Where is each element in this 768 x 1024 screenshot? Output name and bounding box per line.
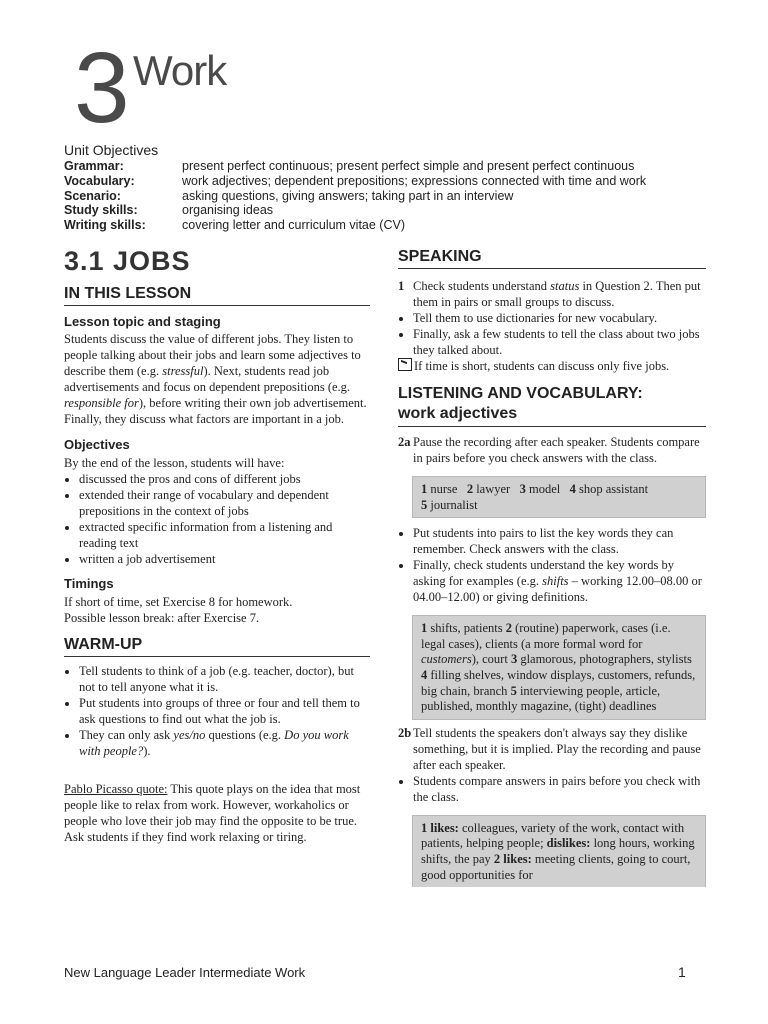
objective-value: present perfect continuous; present perfect simple and present perfect continuous xyxy=(182,159,635,173)
list-item: • written a job advertisement xyxy=(79,551,370,567)
list-item: • Finally, check students understand the key words by asking for examples (e.g. shifts – working 12.00–08.00 or 04.00–12.00) or giving definitions. xyxy=(413,557,706,605)
in-this-lesson-heading: IN THIS LESSON xyxy=(64,285,370,306)
list-item: • Put students into groups of three or four and tell them to ask questions to find out what the job is. xyxy=(79,695,370,727)
exercise-2b-list xyxy=(398,773,706,805)
list-item: • Tell students to think of a job (e.g. teacher, doctor), but not to tell anyone what it is. xyxy=(79,663,370,695)
unit-objectives-heading: Unit Objectives xyxy=(64,142,159,158)
list-item: • They can only ask yes/no questions (e.g. Do you work with people?). xyxy=(79,727,370,759)
listening-vocabulary-heading: LISTENING AND VOCABULARY: work adjectives xyxy=(398,384,706,427)
objective-label: Writing skills: xyxy=(64,218,146,233)
right-column xyxy=(398,248,706,887)
answer-key-2a-vocabulary: 1 shifts, patients 2 (routine) paperwork, cases (i.e. legal cases), clients (a more formal word for customers), court 3 glamorous, photographers, stylists 4 filling shelves, window displays, customers, refunds, big chain, branch 5 interviewing people, article, published, monthly magazine, (tight) deadlines xyxy=(412,615,706,720)
answer-key-2a: 1 nurse 2 lawyer 3 model 4 shop assistant 5 journalist xyxy=(412,476,706,518)
list-item: • Put students into pairs to list the key words they can remember. Check answers with the class. xyxy=(413,525,706,557)
timings-heading: Timings xyxy=(64,576,114,591)
unit-title: Work xyxy=(133,47,227,94)
picasso-quote-note: Pablo Picasso quote: This quote plays on the idea that most people like to relax from work. However, workaholics or people who love their job may find the opposite to be true. Ask students if they find work relaxing or tiring. xyxy=(64,782,361,844)
timings-line: Possible lesson break: after Exercise 7. xyxy=(64,611,260,625)
clock-tip-icon xyxy=(398,358,412,371)
objective-value: covering letter and curriculum vitae (CV) xyxy=(182,218,405,233)
objective-row-writing-skills xyxy=(64,218,646,233)
exercise-1: 1 Check students understand status in Question 2. Then put them in pairs or small groups to discuss. xyxy=(398,279,701,309)
left-column xyxy=(64,244,370,845)
unit-objectives-table xyxy=(64,159,646,233)
warm-up-list xyxy=(64,663,370,759)
objective-row-scenario xyxy=(64,189,646,204)
objective-label: Grammar: xyxy=(64,159,124,173)
page-number: 1 xyxy=(678,964,686,980)
list-item: • Students compare answers in pairs before you check with the class. xyxy=(413,773,706,805)
exercise-2b: 2b Tell students the speakers don't always say they dislike something, but it is implied. Play the recording and pause after each speaker. xyxy=(398,725,701,772)
objective-value: work adjectives; dependent prepositions; expressions connected with time and work xyxy=(182,173,647,188)
speaking-heading: SPEAKING xyxy=(398,248,706,269)
time-tip: If time is short, students can discuss only five jobs. xyxy=(398,358,706,374)
objective-label: Scenario: xyxy=(64,188,121,203)
objective-label: Vocabulary: xyxy=(64,173,135,188)
timings-line: If short of time, set Exercise 8 for homework. xyxy=(64,595,293,609)
list-item: • extracted specific information from a listening and reading text xyxy=(79,519,370,551)
list-item: • Finally, ask a few students to tell the class about two jobs they talked about. xyxy=(413,326,706,358)
lesson-topic-heading: Lesson topic and staging xyxy=(64,314,221,329)
lesson-title: 3.1 JOBS xyxy=(64,246,191,276)
list-item: • extended their range of vocabulary and dependent prepositions in the context of jobs xyxy=(79,487,370,519)
exercise-2a: 2a Pause the recording after each speaker. Students compare in pairs before you check answers with the class. xyxy=(398,435,700,465)
objective-row-grammar xyxy=(64,159,646,174)
objectives-list xyxy=(64,471,370,567)
footer-title: New Language Leader Intermediate Work xyxy=(64,965,306,980)
objective-label: Study skills: xyxy=(64,203,138,218)
list-item: • Tell them to use dictionaries for new vocabulary. xyxy=(413,310,706,326)
objectives-heading: Objectives xyxy=(64,437,130,452)
objective-row-study-skills xyxy=(64,203,646,218)
objective-row-vocabulary xyxy=(64,174,646,189)
unit-number: 3 xyxy=(74,32,130,144)
objective-value: asking questions, giving answers; taking part in an interview xyxy=(182,188,514,203)
exercise-2a-list xyxy=(398,525,706,605)
speaking-list xyxy=(398,310,706,358)
objectives-intro: By the end of the lesson, students will have: xyxy=(64,456,285,470)
list-item: • discussed the pros and cons of different jobs xyxy=(79,471,370,487)
answer-key-2b: 1 likes: colleagues, variety of the work, contact with patients, helping people; dislikes: long hours, working shifts, the pay 2 likes: meeting clients, going to court, good opportunities for xyxy=(412,815,706,887)
objective-value: organising ideas xyxy=(182,203,274,218)
lesson-topic-text: Students discuss the value of different jobs. They listen to people talking about their jobs and learn some adjectives to describe them (e.g. stressful). Next, students read job advertisements and focus on dependent prepositions (e.g. responsible for), before writing their own job advertisement. Finally, they discuss what factors are important in a job. xyxy=(64,332,367,426)
warm-up-heading: WARM-UP xyxy=(64,636,370,657)
